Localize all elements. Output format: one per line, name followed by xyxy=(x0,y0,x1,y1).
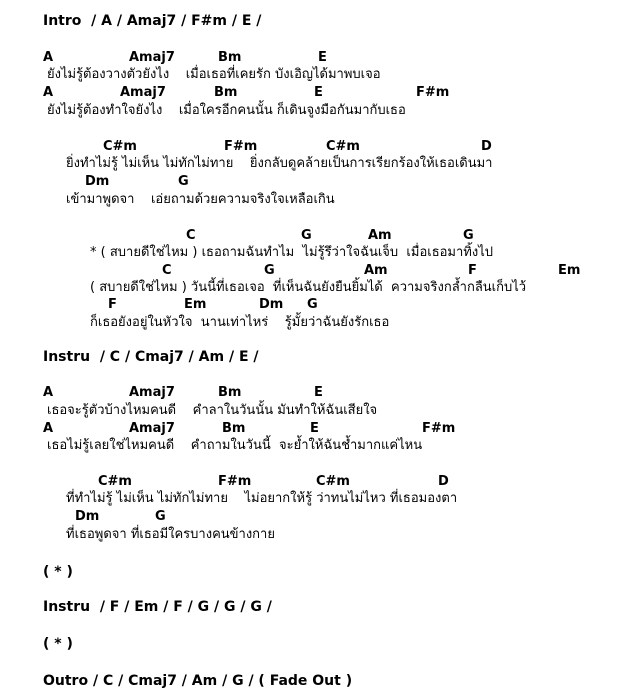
chord: Am xyxy=(368,228,392,243)
chord: C xyxy=(186,228,196,243)
chord: Bm xyxy=(218,50,242,65)
lyric-line: ยิ่งทำไม่รู้ ไม่เห็น ไม่ทักไม่ทาย ยิ่งกลับดูคล้ายเป็นการเรียกร้องให้เธอเดินมา xyxy=(66,156,493,171)
chord: G xyxy=(301,228,312,243)
chord: Amaj7 xyxy=(129,421,175,436)
lyric-line: เข้ามาพูดจา เอ่ยถามด้วยความจริงใจเหลือเกิน xyxy=(66,192,335,207)
chord: G xyxy=(264,263,275,278)
instru-line: Instru / C / Cmaj7 / Am / E / xyxy=(43,349,259,365)
chord: C#m xyxy=(316,474,350,489)
chord: A xyxy=(43,50,54,65)
lyric-line: ยังไม่รู้ต้องวางตัวยังไง เมื่อเธอที่เคยรัก บังเอิญได้มาพบเจอ xyxy=(47,67,381,82)
lyric-line: เธอจะรู้ตัวบ้างไหมคนดี คำลาในวันนั้น มันทำให้ฉันเสียใจ xyxy=(47,403,378,418)
chord: C xyxy=(162,263,172,278)
chord: Dm xyxy=(75,509,100,524)
chord: G xyxy=(155,509,166,524)
chord: A xyxy=(43,85,54,100)
chord: D xyxy=(438,474,449,489)
lyric-line: ยังไม่รู้ต้องทำใจยังไง เมื่อใครอีกคนนั้น ก็เดินจูงมือกันมากับเธอ xyxy=(47,103,406,118)
lyric-line: ที่ทำไม่รู้ ไม่เห็น ไม่ทักไม่ทาย ไม่อยากให้รู้ ว่าทนไม่ไหว ที่เธอมองตา xyxy=(66,491,458,506)
lyric-line: * ( สบายดีใช่ไหม ) เธอถามฉันทำไม ไม่รู้รึว่าใจฉันเจ็บ เมื่อเธอมาทิ้งไป xyxy=(90,245,494,260)
chord: C#m xyxy=(103,139,137,154)
chord: Amaj7 xyxy=(120,85,166,100)
lyric-line: เธอไม่รู้เลยใช่ไหมคนดี คำถามในวันนี้ จะย้ำให้ฉันช้ำมากแค่ไหน xyxy=(47,438,423,453)
chord: F#m xyxy=(422,421,456,436)
chord: G xyxy=(463,228,474,243)
chord: Am xyxy=(364,263,388,278)
chord: Amaj7 xyxy=(129,385,175,400)
chord: Bm xyxy=(222,421,246,436)
chord: F xyxy=(108,297,117,312)
chord: C#m xyxy=(326,139,360,154)
chord: F#m xyxy=(416,85,450,100)
chord: Dm xyxy=(85,174,110,189)
outro-line: Outro / C / Cmaj7 / Am / G / ( Fade Out ) xyxy=(43,673,353,689)
chord: Em xyxy=(558,263,581,278)
chord: E xyxy=(318,50,327,65)
chord: F xyxy=(468,263,477,278)
repeat-marker: ( * ) xyxy=(43,564,73,580)
chord: Bm xyxy=(214,85,238,100)
chord: Dm xyxy=(259,297,284,312)
instru-line: Instru / F / Em / F / G / G / G / xyxy=(43,599,272,615)
chord: Em xyxy=(184,297,207,312)
chord: G xyxy=(178,174,189,189)
lyric-line: ( สบายดีใช่ไหม ) วันนี้ที่เธอเจอ ที่เห็นฉันยังยืนยิ้มได้ ความจริงกล้ำกลืนเก็บไว้ xyxy=(90,280,527,295)
lyric-line: ที่เธอพูดจา ที่เธอมีใครบางคนข้างกาย xyxy=(66,527,275,542)
chord: C#m xyxy=(98,474,132,489)
chord: Bm xyxy=(218,385,242,400)
chord: E xyxy=(314,85,323,100)
chord: E xyxy=(314,385,323,400)
chord: A xyxy=(43,385,54,400)
chord: Amaj7 xyxy=(129,50,175,65)
chord: A xyxy=(43,421,54,436)
chord: E xyxy=(310,421,319,436)
chord: F#m xyxy=(224,139,258,154)
chord: D xyxy=(481,139,492,154)
chord: F#m xyxy=(218,474,252,489)
intro-line: Intro / A / Amaj7 / F#m / E / xyxy=(43,13,262,29)
lyric-line: ก็เธอยังอยู่ในหัวใจ นานเท่าไหร่ รู้มั้ยว่าฉันยังรักเธอ xyxy=(90,315,390,330)
chord: G xyxy=(307,297,318,312)
repeat-marker: ( * ) xyxy=(43,636,73,652)
